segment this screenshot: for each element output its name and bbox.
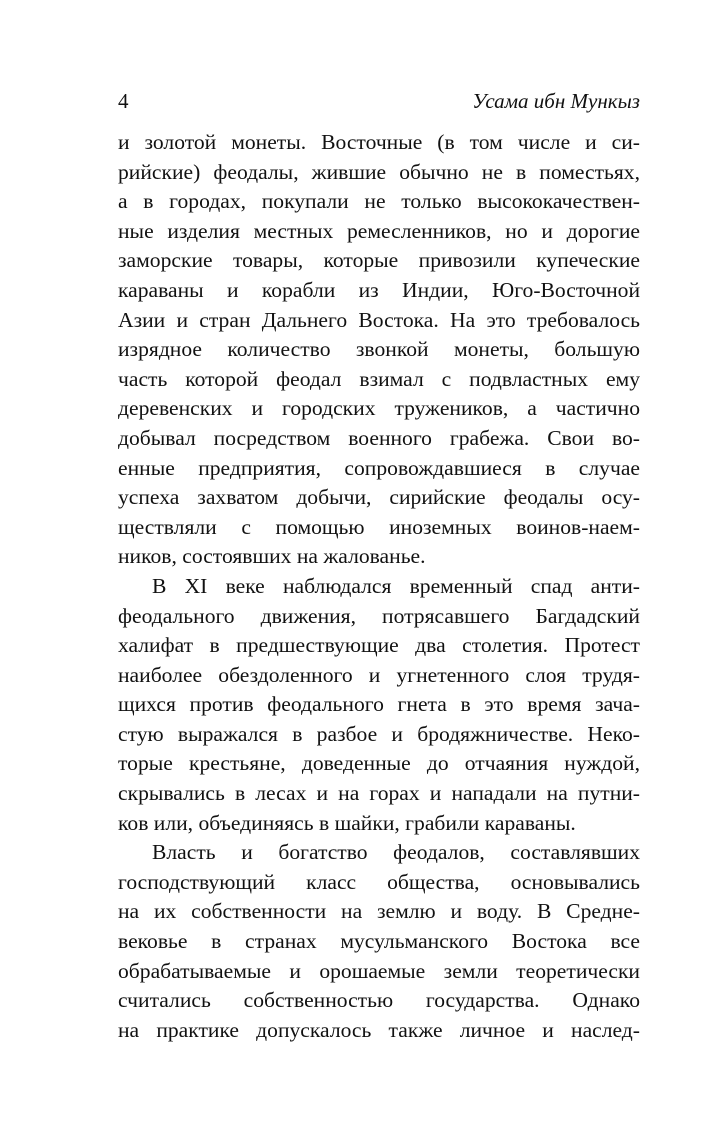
text-line: деревенских и городских тружеников, а частично bbox=[118, 396, 640, 421]
text-line: енные предприятия, сопровождавшиеся в случае bbox=[118, 455, 640, 480]
text-line: наиболее обездоленного и угнетенного слоя трудя- bbox=[118, 662, 640, 687]
text-line: щихся против феодального гнета в это время зача- bbox=[118, 692, 640, 717]
text-line: скрывались в лесах и на горах и нападали на путни- bbox=[118, 781, 640, 806]
text-line: изрядное количество звонкой монеты, большую bbox=[118, 337, 640, 362]
text-line: рийские) феодалы, жившие обычно не в поместьях, bbox=[118, 159, 640, 184]
text-line: часть которой феодал взимал с подвластных ему bbox=[118, 366, 640, 391]
body-text bbox=[118, 128, 640, 1045]
text-line: на практике допускалось также личное и наслед- bbox=[118, 1017, 640, 1042]
text-line: В XI веке наблюдался временный спад анти- bbox=[152, 573, 640, 598]
text-line: обрабатываемые и орошаемые земли теоретически bbox=[118, 958, 640, 983]
text-line: и золотой монеты. Восточные (в том числе и си- bbox=[118, 130, 640, 154]
text-line: господствующий класс общества, основывались bbox=[118, 869, 640, 894]
text-line: заморские товары, которые привозили купеческие bbox=[118, 248, 640, 273]
text-line: ществляли с помощью иноземных воинов-наем- bbox=[118, 514, 640, 539]
text-line: а в городах, покупали не только высококачествен- bbox=[118, 189, 640, 214]
text-line: вековье в странах мусульманского Востока все bbox=[118, 929, 640, 954]
text-line: караваны и корабли из Индии, Юго-Восточной bbox=[118, 277, 640, 302]
text-line: Власть и богатство феодалов, составлявших bbox=[152, 840, 640, 865]
text-line: успеха захватом добычи, сирийские феодалы осу- bbox=[118, 485, 640, 510]
running-head bbox=[118, 86, 640, 116]
text-line: торые крестьяне, доведенные до отчаяния нуждой, bbox=[118, 751, 640, 776]
text-line: Азии и стран Дальнего Востока. На это требовалось bbox=[118, 307, 640, 332]
text-line: ков или, объединяясь в шайки, грабили караваны. bbox=[118, 810, 576, 835]
text-line: ников, состоявших на жалованье. bbox=[118, 544, 426, 569]
text-line: считались собственностью государства. Однако bbox=[118, 988, 640, 1013]
text-line: феодального движения, потрясавшего Багдадский bbox=[118, 603, 640, 628]
text-line: на их собственности на землю и воду. В Средне- bbox=[118, 899, 640, 924]
page-number: 4 bbox=[118, 89, 129, 113]
text-line: ные изделия местных ремесленников, но и дорогие bbox=[118, 218, 640, 243]
text-line: халифат в предшествующие два столетия. Протест bbox=[118, 633, 640, 658]
text-line: стую выражался в разбое и бродяжничестве. Неко- bbox=[118, 721, 640, 746]
running-title: Усама ибн Мункыз bbox=[472, 89, 640, 113]
text-line: добывал посредством военного грабежа. Свои во- bbox=[118, 425, 640, 450]
